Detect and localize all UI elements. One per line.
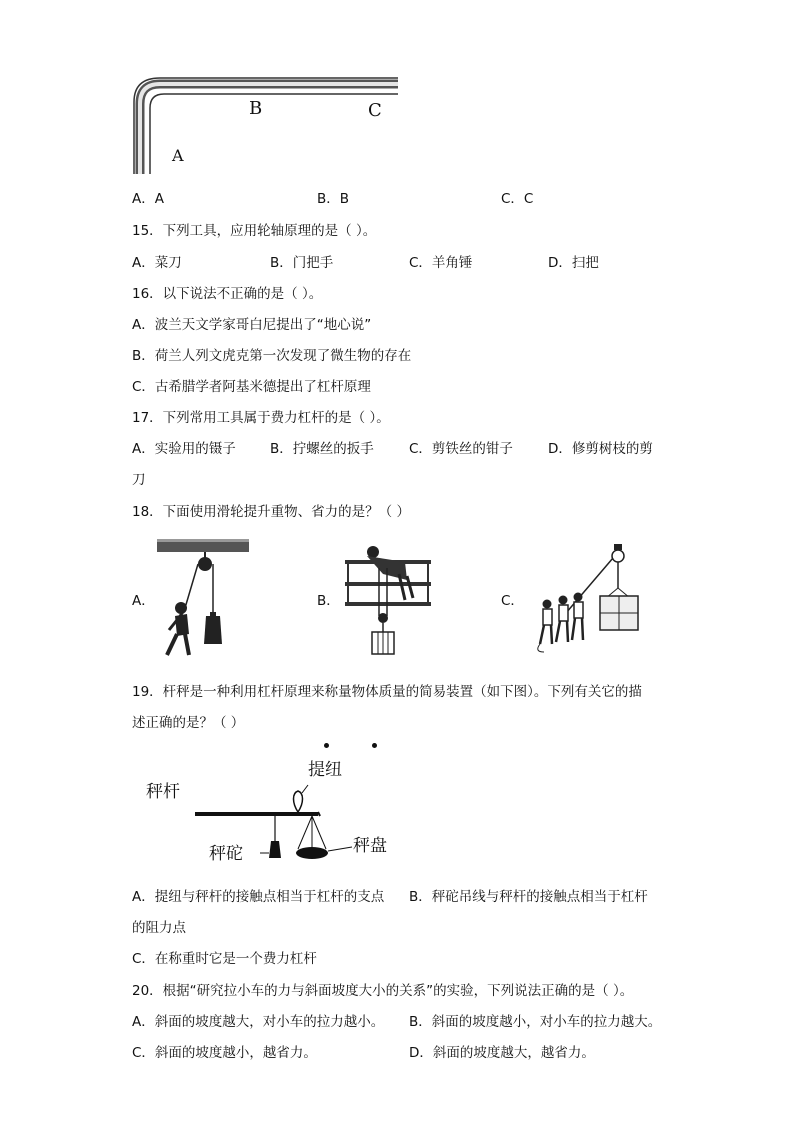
q20-option-c[interactable]: C．斜面的坡度越小，越省力。 xyxy=(132,1045,317,1061)
q14-label-a: A xyxy=(172,146,184,165)
q18-pulley-a-figure xyxy=(155,538,255,660)
q20-option-b[interactable]: B．斜面的坡度越小，对小车的拉力越大。 xyxy=(409,1014,662,1030)
q17-option-c[interactable]: C．剪铁丝的钳子 xyxy=(409,441,513,457)
q19-emphasis-dot xyxy=(372,743,377,748)
q18-stem: 18．下面使用滑轮提升重物、省力的是？（ ） xyxy=(132,504,410,520)
q16-option-b[interactable]: B．荷兰人列文虎克第一次发现了微生物的存在 xyxy=(132,348,412,364)
q17-option-d-continued: 刀 xyxy=(132,472,146,488)
q19-stem-line1: 19．杆秤是一种利用杠杆原理来称量物体质量的简易装置（如下图）。下列有关它的描 xyxy=(132,684,642,700)
q20-option-d[interactable]: D．斜面的坡度越大，越省力。 xyxy=(409,1045,595,1061)
q17-stem: 17．下列常用工具属于费力杠杆的是（ ）。 xyxy=(132,410,390,426)
q16-option-c[interactable]: C．古希腊学者阿基米德提出了杠杆原理 xyxy=(132,379,371,395)
q18-option-a[interactable]: A． xyxy=(132,593,155,609)
q14-label-b: B xyxy=(249,98,263,119)
q19-option-a[interactable]: A．提纽与秤杆的接触点相当于杠杆的支点 xyxy=(132,889,385,905)
q17-option-d[interactable]: D．修剪树枝的剪 xyxy=(548,441,653,457)
q19-label-handle: 提纽 xyxy=(308,760,342,780)
q19-option-c[interactable]: C．在称重时它是一个费力杠杆 xyxy=(132,951,317,967)
q19-label-weight: 秤砣 xyxy=(209,844,243,864)
q18-pulley-c-figure xyxy=(530,540,650,660)
q19-label-pan: 秤盘 xyxy=(353,836,387,856)
q15-option-a[interactable]: A．菜刀 xyxy=(132,255,182,271)
q14-option-a[interactable]: A．A xyxy=(132,191,164,207)
q15-option-d[interactable]: D．扫把 xyxy=(548,255,599,271)
q19-stem-line2: 述正确的是？（ ） xyxy=(132,715,245,731)
q18-option-c[interactable]: C． xyxy=(501,593,524,609)
q17-option-a[interactable]: A．实验用的镊子 xyxy=(132,441,236,457)
q18-option-b[interactable]: B． xyxy=(317,593,340,609)
q19-option-b[interactable]: B．秤砣吊线与秤杆的接触点相当于杠杆 xyxy=(409,889,648,905)
q20-stem: 20．根据“研究拉小车的力与斜面坡度大小的关系”的实验，下列说法正确的是（ ）。 xyxy=(132,983,634,999)
q17-option-b[interactable]: B．拧螺丝的扳手 xyxy=(270,441,374,457)
q15-option-b[interactable]: B．门把手 xyxy=(270,255,334,271)
q19-emphasis-dot xyxy=(324,743,329,748)
q14-option-b[interactable]: B．B xyxy=(317,191,350,207)
q14-option-c[interactable]: C．C xyxy=(501,191,534,207)
q19-option-b-continued: 的阻力点 xyxy=(132,920,186,936)
q18-pulley-b-figure xyxy=(343,540,433,660)
q14-label-c: C xyxy=(368,100,382,121)
q16-stem: 16．以下说法不正确的是（ ）。 xyxy=(132,286,323,302)
q20-option-a[interactable]: A．斜面的坡度越大，对小车的拉力越小。 xyxy=(132,1014,385,1030)
q16-option-a[interactable]: A．波兰天文学家哥白尼提出了“地心说” xyxy=(132,317,372,333)
q19-label-beam: 秤杆 xyxy=(146,782,180,802)
q15-stem: 15．下列工具，应用轮轴原理的是（ ）。 xyxy=(132,223,377,239)
q15-option-c[interactable]: C．羊角锤 xyxy=(409,255,473,271)
